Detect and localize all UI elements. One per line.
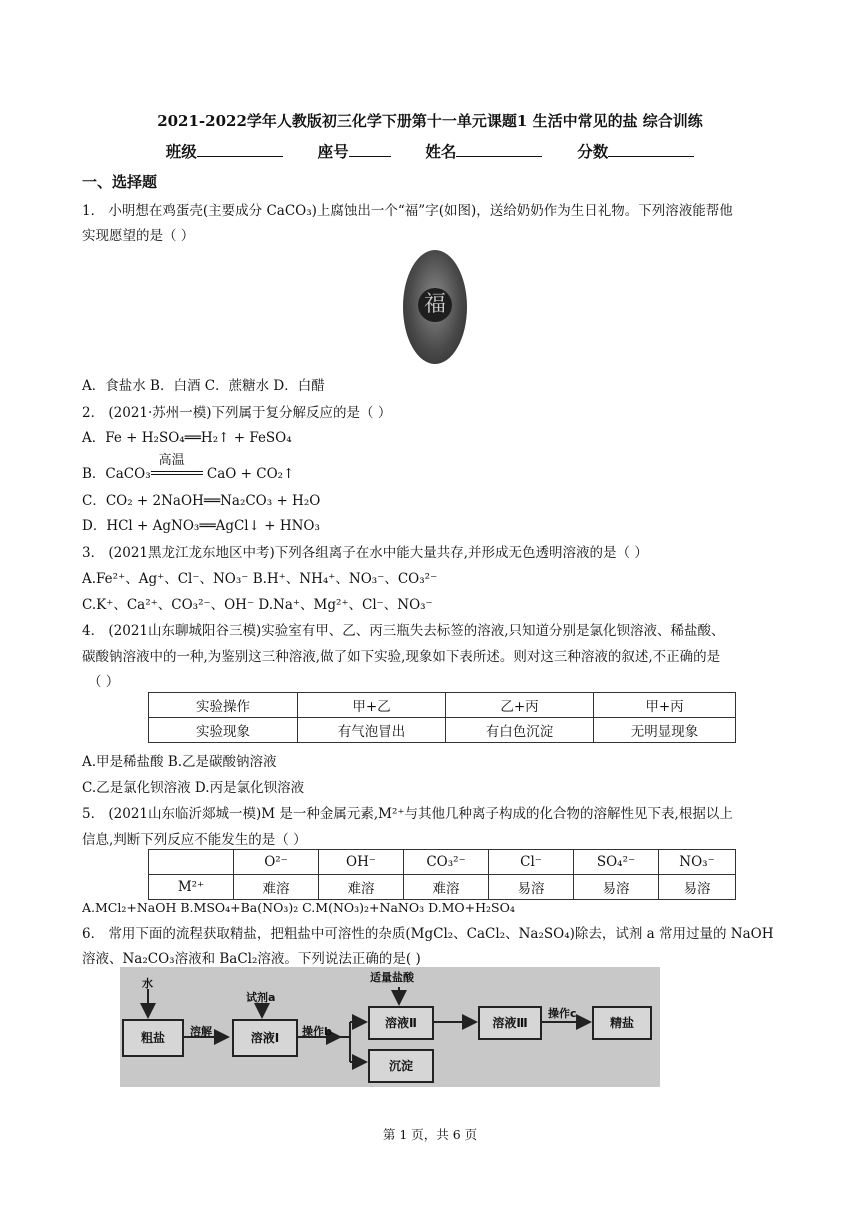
q2-b-right: CaO + CO₂↑ xyxy=(206,466,295,482)
box-solution-2: 溶液Ⅱ xyxy=(368,1006,434,1040)
table-cell: OH⁻ xyxy=(319,850,404,875)
q3-stem: 3． (2021黑龙江龙东地区中考)下列各组离子在水中能大量共存,并形成无色透明溶液的是（ ） xyxy=(82,545,648,561)
q2-option-c: C．CO₂ + 2NaOH══Na₂CO₃ + H₂O xyxy=(82,493,321,509)
box-precipitate: 沉淀 xyxy=(368,1049,434,1083)
box-refined-salt: 精盐 xyxy=(592,1006,652,1040)
table-cell: Cl⁻ xyxy=(489,850,574,875)
q1-stem-line1: 1． 小明想在鸡蛋壳(主要成分 CaCO₃)上腐蚀出一个“福”字(如图)，送给奶奶作为生日礼物。下列溶液能帮他 xyxy=(82,203,733,219)
q2-option-d: D．HCl + AgNO₃══AgCl↓ + HNO₃ xyxy=(82,518,320,534)
table-cell: 易溶 xyxy=(489,875,574,900)
label-operation-b: 操作b xyxy=(302,1025,332,1038)
table-row xyxy=(149,718,736,743)
table-cell: M²⁺ xyxy=(149,875,234,900)
q3-options-cd: C.K⁺、Ca²⁺、CO₃²⁻、OH⁻ D.Na⁺、Mg²⁺、Cl⁻、NO₃⁻ xyxy=(82,597,433,613)
reaction-arrow xyxy=(151,453,203,478)
table-cell: NO₃⁻ xyxy=(659,850,736,875)
q4-stem-line1: 4． (2021山东聊城阳谷三模)实验室有甲、乙、丙三瓶失去标签的溶液,只知道分别是氯化钡溶液、稀盐酸、 xyxy=(82,623,725,639)
label-water: 水 xyxy=(142,977,153,990)
page-title: 2021-2022学年人教版初三化学下册第十一单元课题1 生活中常见的盐 综合训练 xyxy=(157,112,703,130)
q5-options: A.MCl₂+NaOH B.MSO₄+Ba(NO₃)₂ C.M(NO₃)₂+NaNO₃ D.MO+H₂SO₄ xyxy=(82,900,515,915)
q2-option-a: A．Fe + H₂SO₄══H₂↑ + FeSO₄ xyxy=(82,430,292,446)
box-solution-3: 溶液Ⅲ xyxy=(478,1006,542,1040)
class-blank[interactable] xyxy=(197,142,283,157)
table-cell: 实验操作 xyxy=(149,693,298,718)
table-cell xyxy=(149,850,234,875)
q4-table xyxy=(148,692,736,743)
table-cell: SO₄²⁻ xyxy=(574,850,659,875)
table-cell: 甲+丙 xyxy=(594,693,736,718)
student-info-line xyxy=(0,140,860,162)
q4-stem-line2: 碳酸钠溶液中的一种,为鉴别这三种溶液,做了如下实验,现象如下表所述。则对这三种溶液的叙述,不正确的是 xyxy=(82,649,721,665)
section-title: 一、选择题 xyxy=(82,173,158,191)
q1-stem-line2: 实现愿望的是（ ） xyxy=(82,228,195,244)
table-row xyxy=(149,693,736,718)
table-cell: 易溶 xyxy=(574,875,659,900)
q3-options-ab: A.Fe²⁺、Ag⁺、Cl⁻、NO₃⁻ B.H⁺、NH₄⁺、NO₃⁻、CO₃²⁻ xyxy=(82,571,438,587)
label-reagent-a: 试剂a xyxy=(246,991,276,1004)
q6-stem-line1: 6． 常用下面的流程获取精盐，把粗盐中可溶性的杂质(MgCl₂、CaCl₂、Na₂SO₄)除去，试剂 a 常用过量的 NaOH xyxy=(82,926,774,942)
table-cell: 易溶 xyxy=(659,875,736,900)
name-blank[interactable] xyxy=(456,142,542,157)
table-row xyxy=(149,850,736,875)
box-solution-1: 溶液Ⅰ xyxy=(232,1019,298,1057)
page-footer: 第 1 页，共 6 页 xyxy=(382,1127,478,1142)
table-cell: 难溶 xyxy=(404,875,489,900)
q5-stem-line2: 信息,判断下列反应不能发生的是（ ） xyxy=(82,832,307,848)
q2-stem: 2． (2021·苏州一模)下列属于复分解反应的是（ ） xyxy=(82,405,392,421)
table-cell: 难溶 xyxy=(234,875,319,900)
class-label: 班级 xyxy=(165,142,197,161)
q1-options: A．食盐水 B．白酒 C．蔗糖水 D．白醋 xyxy=(82,378,325,394)
table-cell: 无明显现象 xyxy=(594,718,736,743)
table-cell: 有气泡冒出 xyxy=(298,718,446,743)
q2-option-b xyxy=(82,453,295,482)
q4-stem-line3: （ ） xyxy=(88,674,120,690)
q5-stem-line1: 5． (2021山东临沂郯城一模)M 是一种金属元素,M²⁺与其他几种离子构成的化合物的溶解性见下表,根据以上 xyxy=(82,806,733,822)
score-blank[interactable] xyxy=(608,142,694,157)
table-cell: 实验现象 xyxy=(149,718,298,743)
box-crude-salt: 粗盐 xyxy=(122,1019,184,1057)
q4-options-ab: A.甲是稀盐酸 B.乙是碳酸钠溶液 xyxy=(82,754,277,770)
name-label: 姓名 xyxy=(425,142,457,161)
q5-table xyxy=(148,849,736,900)
table-cell: 有白色沉淀 xyxy=(446,718,594,743)
label-hydrochloric-acid: 适量盐酸 xyxy=(370,971,414,984)
table-cell: CO₃²⁻ xyxy=(404,850,489,875)
q4-options-cd: C.乙是氯化钡溶液 D.丙是氯化钡溶液 xyxy=(82,780,305,796)
label-dissolve: 溶解 xyxy=(190,1025,212,1038)
seat-label: 座号 xyxy=(317,142,349,161)
table-cell: 甲+乙 xyxy=(298,693,446,718)
fu-character-image: 福 xyxy=(418,288,452,322)
seat-blank[interactable] xyxy=(349,142,391,157)
q6-stem-line2: 溶液、Na₂CO₃溶液和 BaCl₂溶液。下列说法正确的是( ) xyxy=(82,951,421,967)
q2-b-left: B．CaCO₃ xyxy=(82,466,151,482)
label-operation-c: 操作c xyxy=(548,1007,577,1020)
table-cell: 乙+丙 xyxy=(446,693,594,718)
flowchart xyxy=(120,967,660,1087)
table-cell: 难溶 xyxy=(319,875,404,900)
score-label: 分数 xyxy=(577,142,609,161)
table-cell: O²⁻ xyxy=(234,850,319,875)
table-row xyxy=(149,875,736,900)
condition-high-temp: 高温 xyxy=(158,453,185,468)
